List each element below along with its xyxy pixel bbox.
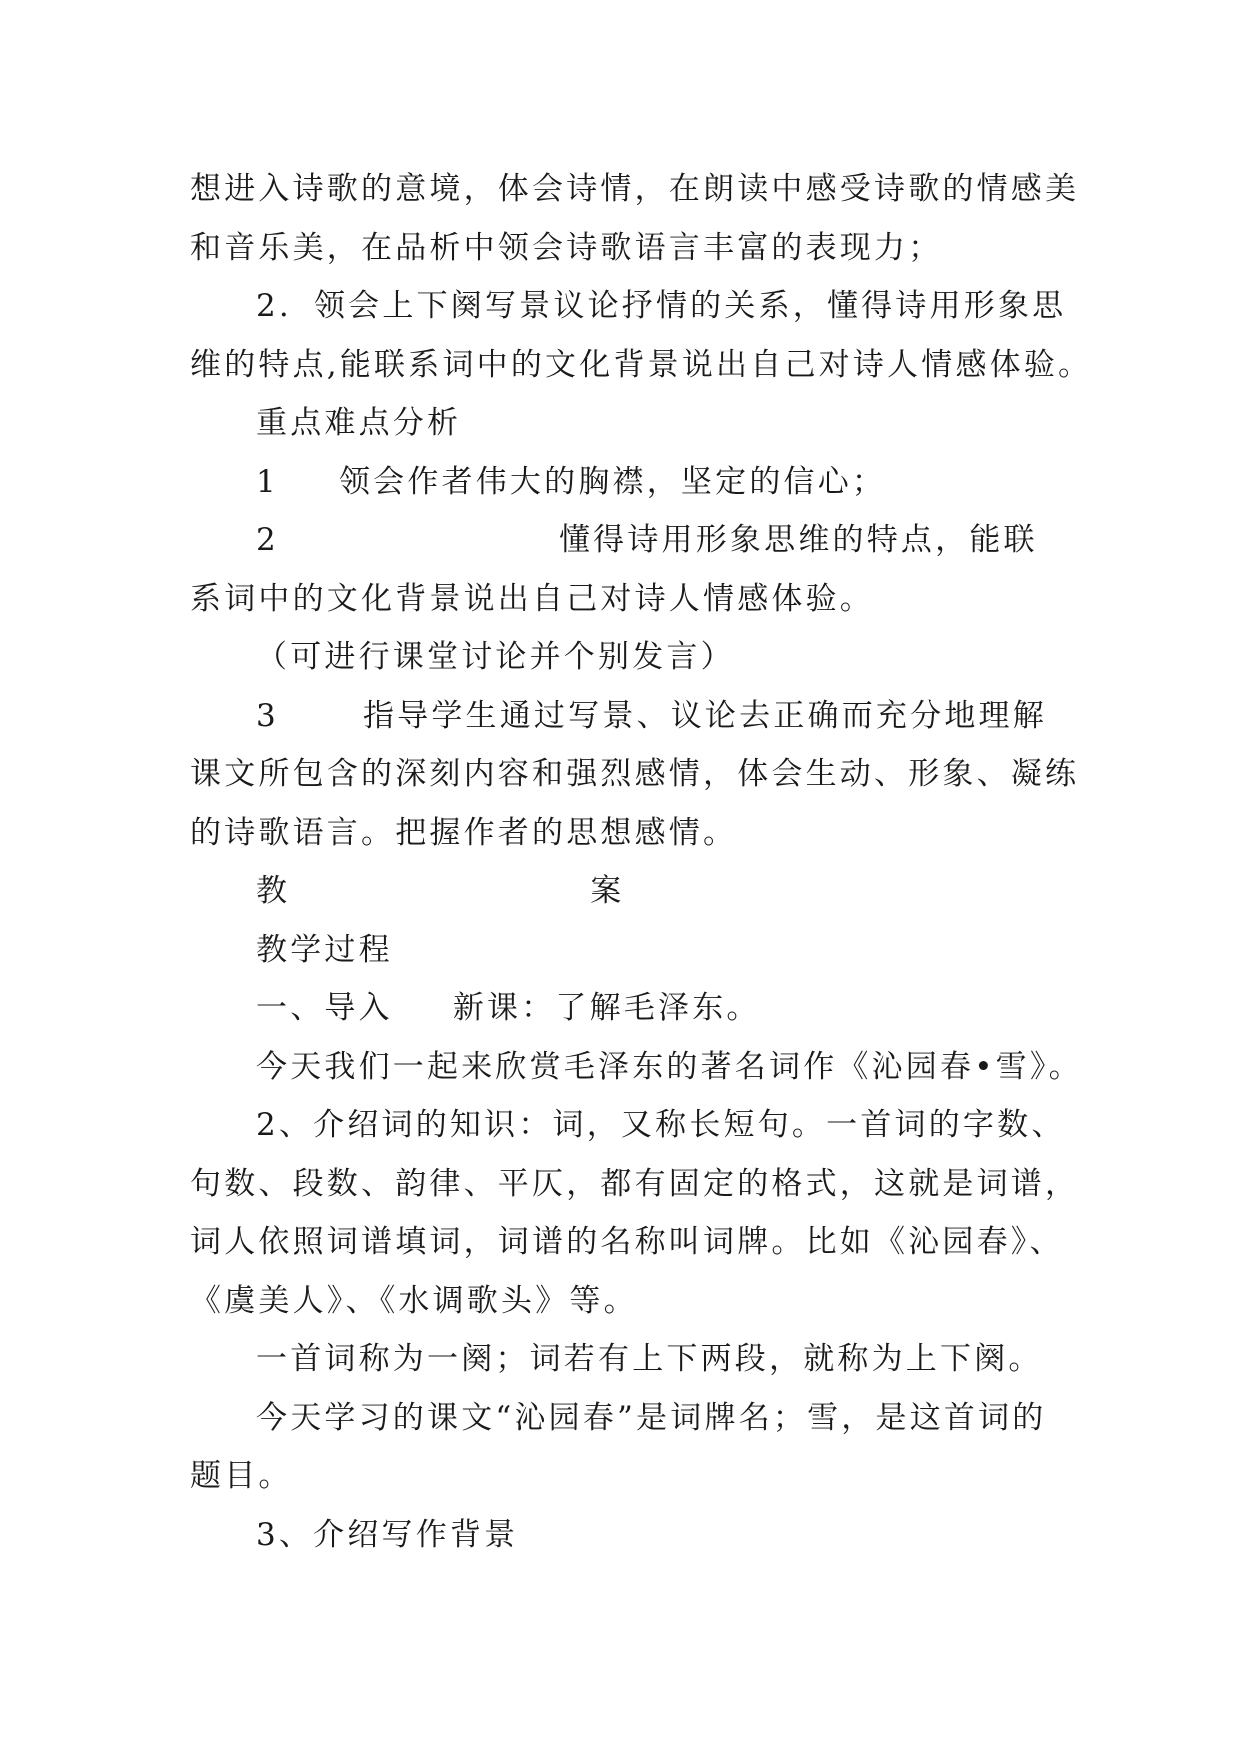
paragraph-line: 和音乐美，在品析中领会诗歌语言丰富的表现力；	[190, 229, 943, 266]
paragraph-line: 维的特点,能联系词中的文化背景说出自己对诗人情感体验。	[190, 346, 1093, 383]
paragraph-line: 一首词称为一阕；词若有上下两段，就称为上下阕。	[256, 1341, 1043, 1377]
paragraph-line: 《虞美人》、《水调歌头》等。	[190, 1282, 638, 1319]
paragraph-line: 系词中的文化背景说出自己对诗人情感体验。	[190, 580, 874, 617]
list-number: 2.	[256, 288, 292, 324]
step-text: 新课：了解毛泽东。	[452, 990, 761, 1026]
section-heading: 重点难点分析	[256, 405, 462, 441]
list-number: 1	[256, 463, 279, 500]
paragraph-line: 的诗歌语言。把握作者的思想感情。	[190, 814, 738, 851]
paragraph-line: 想进入诗歌的意境，体会诗情，在朗读中感受诗歌的情感美	[190, 171, 1080, 207]
heading-char: 案	[590, 873, 625, 909]
list-item-text: 领会上下阕写景议论抒情的关系，懂得诗用形象思	[313, 288, 1067, 324]
paragraph-line: 句数、段数、韵律、平仄，都有固定的格式，这就是词谱，	[190, 1165, 1080, 1202]
paragraph-line: （可进行课堂讨论并个别发言）	[256, 639, 735, 675]
paragraph-line: 词人依照词谱填词，词谱的名称叫词牌。比如《沁园春》、	[190, 1224, 1064, 1260]
list-item-3	[190, 687, 1060, 746]
list-number: 3	[256, 697, 279, 734]
step-heading: 3、介绍写作背景	[256, 1516, 519, 1553]
section-heading: 教学过程	[256, 931, 393, 968]
step-heading	[190, 979, 1060, 1038]
step-label: 一、导入	[256, 990, 393, 1026]
document-page	[190, 160, 1093, 1564]
section-heading-jiaoan	[190, 862, 1060, 921]
heading-char: 教	[256, 873, 291, 909]
paragraph-line: 今天我们一起来欣赏毛泽东的著名词作《沁园春•雪》。	[256, 1048, 1083, 1085]
list-item-text: 指导学生通过写景、议论去正确而充分地理解	[362, 697, 1047, 734]
list-item-1	[190, 453, 1060, 512]
paragraph-line: 2、介绍词的知识：词，又称长短句。一首词的字数、	[256, 1107, 1066, 1143]
paragraph-line: 今天学习的课文“沁园春”是词牌名；雪，是这首词的	[256, 1399, 1047, 1436]
list-item-2b	[190, 511, 1060, 570]
list-item-2	[190, 277, 1067, 336]
paragraph-line: 课文所包含的深刻内容和强烈感情，体会生动、形象、凝练	[190, 756, 1080, 792]
list-item-text: 领会作者伟大的胸襟，坚定的信心；	[338, 463, 887, 500]
list-number: 2	[256, 522, 279, 558]
list-item-text: 懂得诗用形象思维的特点，能联	[558, 522, 1038, 558]
paragraph-line: 题目。	[190, 1458, 293, 1494]
